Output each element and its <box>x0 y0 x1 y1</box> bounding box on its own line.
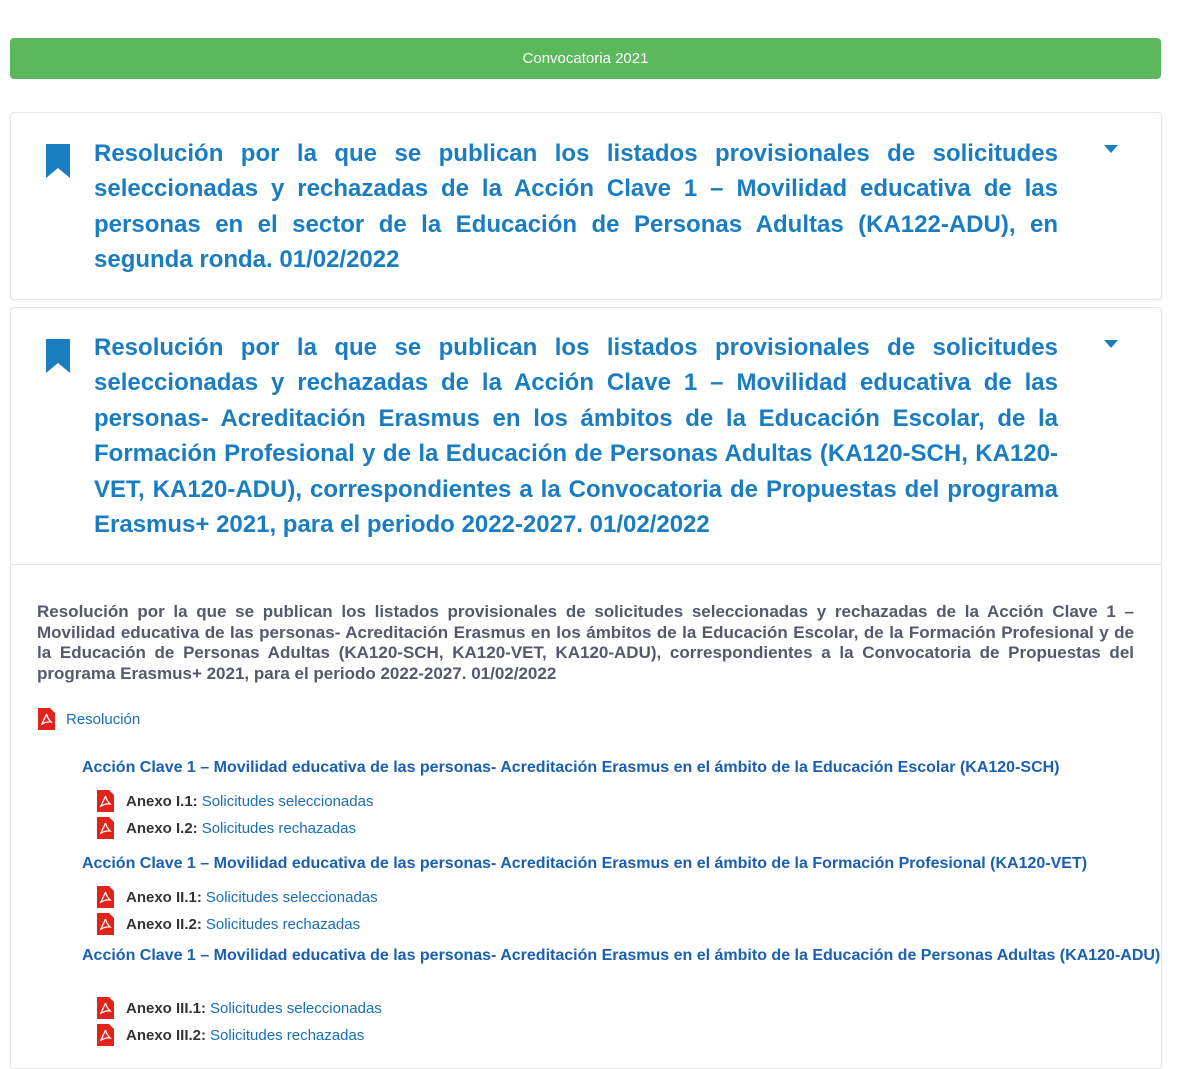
resolution-description: Resolución por la que se publican los listados provisionales de solicitudes seleccionadas y rechazadas de la Acción Clave 1 – Movilidad educativa de las personas- Acreditación Erasmus en los ámbitos de la Educación Escolar, de la Formación Profesional y de la Educación de Personas Adultas (KA120-SCH, KA120-VET, KA120-ADU), correspondientes a la Convocatoria de Propuestas del programa Erasmus+ 2021, para el periodo 2022-2027. 01/02/2022 <box>37 602 1134 684</box>
annex-document-link[interactable]: Solicitudes seleccionadas <box>210 999 382 1017</box>
annex-link[interactable] <box>97 886 378 908</box>
annex-label: Anexo III.1: <box>126 999 207 1017</box>
resolution-link[interactable] <box>38 708 140 730</box>
annex-link[interactable] <box>97 913 360 935</box>
section-heading-sch: Acción Clave 1 – Movilidad educativa de las personas- Acreditación Erasmus en el ámbito de la Educación Escolar (KA120-SCH) <box>82 759 1060 776</box>
annex-link[interactable] <box>97 1024 364 1046</box>
annex-label: Anexo II.2: <box>126 915 202 933</box>
annex-document-link[interactable]: Solicitudes rechazadas <box>210 1026 365 1044</box>
pdf-icon <box>97 790 114 812</box>
caret-down-icon[interactable] <box>1103 144 1119 154</box>
pdf-icon <box>38 708 55 730</box>
annex-label: Anexo II.1: <box>126 888 202 906</box>
annex-label: Anexo I.1: <box>126 792 198 810</box>
annex-document-link[interactable]: Solicitudes rechazadas <box>205 915 361 933</box>
bookmark-icon <box>44 339 72 375</box>
annex-document-link[interactable]: Solicitudes rechazadas <box>201 819 356 837</box>
panel-title[interactable]: Resolución por la que se publican los listados provisionales de solicitudes seleccionadas y rechazadas de la Acción Clave 1 – Movilidad educativa de las personas en el sector de la Educación de Personas Adultas (KA122-ADU), en segunda ronda. 01/02/2022 <box>94 140 1058 274</box>
pdf-icon <box>97 817 114 839</box>
panel-divider <box>11 564 1161 565</box>
annex-label: Anexo III.2: <box>126 1026 207 1044</box>
section-heading-vet: Acción Clave 1 – Movilidad educativa de las personas- Acreditación Erasmus en el ámbito de la Formación Profesional (KA120-VET) <box>82 855 1088 872</box>
annex-label: Anexo I.2: <box>126 819 198 837</box>
convocatoria-banner[interactable]: Convocatoria 2021 <box>10 38 1161 79</box>
annex-link[interactable] <box>97 790 373 812</box>
accordion-panel-ka122 <box>10 112 1162 300</box>
section-heading-adu: Acción Clave 1 – Movilidad educativa de las personas- Acreditación Erasmus en el ámbito de la Educación de Personas Adultas (KA120-ADU) <box>82 947 1161 964</box>
bookmark-icon <box>44 144 72 180</box>
pdf-icon <box>97 997 114 1019</box>
annex-document-link[interactable]: Solicitudes seleccionadas <box>201 792 374 810</box>
pdf-icon <box>97 1024 114 1046</box>
annex-link[interactable] <box>97 817 356 839</box>
accordion-panel-ka120 <box>10 307 1162 1069</box>
annex-link[interactable] <box>97 997 382 1019</box>
caret-down-icon[interactable] <box>1103 339 1119 349</box>
pdf-icon <box>97 886 114 908</box>
pdf-icon <box>97 913 114 935</box>
annex-document-link[interactable]: Solicitudes seleccionadas <box>205 888 378 906</box>
panel-title[interactable]: Resolución por la que se publican los listados provisionales de solicitudes seleccionadas y rechazadas de la Acción Clave 1 – Movilidad educativa de las personas- Acreditación Erasmus en los ámbitos de la Educación Escolar, de la Formación Profesional y de la Educación de Personas Adultas (KA120-SCH, KA120-VET, KA120-ADU), correspondientes a la Convocatoria de Propuestas del programa Erasmus+ 2021, para el periodo 2022-2027. 01/02/2022 <box>94 334 1058 539</box>
resolution-link-label[interactable]: Resolución <box>66 710 141 728</box>
